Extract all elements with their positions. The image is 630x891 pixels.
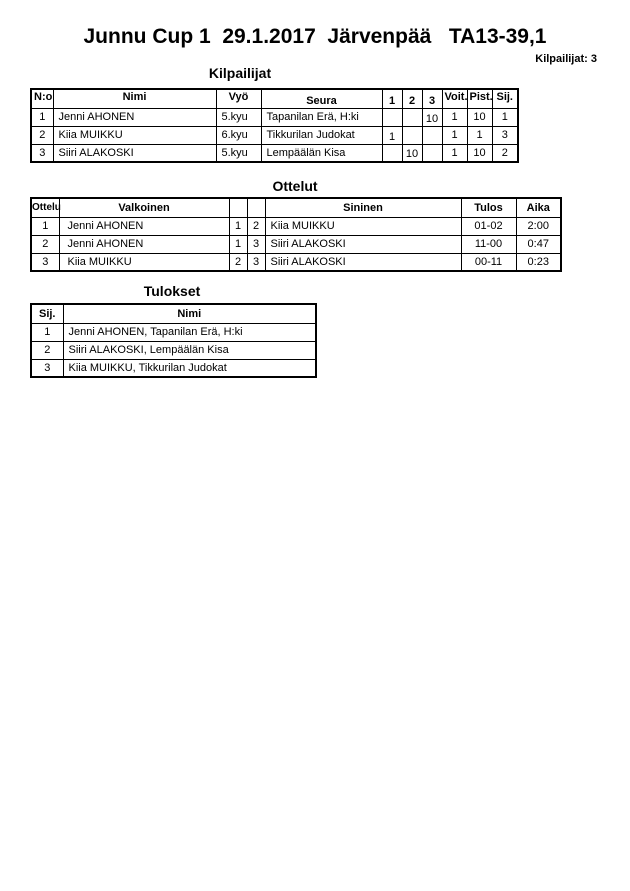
cell-rank: 2	[31, 341, 63, 359]
cell-match-3	[422, 144, 442, 162]
cell-nimi: Kiia MUIKKU	[53, 126, 216, 144]
col-header-ottelu: Ottelu	[31, 198, 59, 217]
col-header-match-2: 2	[402, 89, 422, 108]
cell-match-no: 1	[31, 217, 59, 235]
tulokset-header-row	[31, 304, 316, 323]
col-header-match-3: 3	[422, 89, 442, 108]
cell-nimi: Jenni AHONEN	[53, 108, 216, 126]
kilpailijat-heading: Kilpailijat	[208, 65, 272, 81]
cell-white-name: Kiia MUIKKU	[59, 253, 229, 271]
col-header-sij: Sij.	[31, 304, 63, 323]
cell-white-no: 1	[229, 235, 247, 253]
page-title: Junnu Cup 1 29.1.2017 Järvenpää TA13-39,1	[83, 25, 547, 48]
col-header-tulos: Tulos	[461, 198, 516, 217]
cell-voit: 1	[442, 144, 467, 162]
ottelut-heading: Ottelut	[272, 178, 318, 194]
col-header-white-no	[229, 198, 247, 217]
cell-pist: 10	[467, 144, 492, 162]
cell-match-2	[402, 126, 422, 144]
cell-match-1: 1	[382, 126, 402, 144]
ottelut-row	[31, 217, 561, 235]
kilpailijat-table	[30, 88, 519, 163]
tulokset-row	[31, 323, 316, 341]
cell-no: 3	[31, 144, 53, 162]
kilpailijat-row	[31, 144, 518, 162]
cell-white-no: 2	[229, 253, 247, 271]
col-header-seura: Seura	[261, 89, 382, 108]
cell-nimi: Siiri ALAKOSKI	[53, 144, 216, 162]
kilpailijat-row	[31, 108, 518, 126]
kilpailijat-row	[31, 126, 518, 144]
col-header-voit: Voit.	[442, 89, 467, 108]
tulokset-row	[31, 359, 316, 377]
cell-match-no: 3	[31, 253, 59, 271]
col-header-match-1: 1	[382, 89, 402, 108]
ottelut-row	[31, 235, 561, 253]
cell-vyo: 5.kyu	[216, 144, 261, 162]
cell-white-no: 1	[229, 217, 247, 235]
col-header-no: N:o	[31, 89, 53, 108]
cell-white-name: Jenni AHONEN	[59, 217, 229, 235]
col-header-aika: Aika	[516, 198, 561, 217]
cell-blue-name: Siiri ALAKOSKI	[265, 235, 461, 253]
col-header-sij: Sij.	[492, 89, 518, 108]
cell-pist: 10	[467, 108, 492, 126]
ottelut-header-row	[31, 198, 561, 217]
tulokset-table	[30, 303, 317, 378]
col-header-vyo: Vyö	[216, 89, 261, 108]
cell-seura: Tikkurilan Judokat	[261, 126, 382, 144]
col-header-valkoinen: Valkoinen	[59, 198, 229, 217]
cell-white-name: Jenni AHONEN	[59, 235, 229, 253]
cell-result: 11-00	[461, 235, 516, 253]
tulokset-heading: Tulokset	[143, 283, 201, 299]
col-header-sininen: Sininen	[265, 198, 461, 217]
cell-match-3	[422, 126, 442, 144]
kilpailijat-header-row	[31, 89, 518, 108]
cell-rank: 1	[31, 323, 63, 341]
cell-no: 1	[31, 108, 53, 126]
tulokset-row	[31, 341, 316, 359]
col-header-nimi: Nimi	[63, 304, 316, 323]
cell-match-2: 10	[402, 144, 422, 162]
cell-time: 0:23	[516, 253, 561, 271]
cell-vyo: 6.kyu	[216, 126, 261, 144]
cell-pist: 1	[467, 126, 492, 144]
col-header-nimi: Nimi	[53, 89, 216, 108]
col-header-pist: Pist.	[467, 89, 492, 108]
cell-result: 01-02	[461, 217, 516, 235]
cell-sij: 3	[492, 126, 518, 144]
cell-name-club: Kiia MUIKKU, Tikkurilan Judokat	[63, 359, 316, 377]
cell-sij: 2	[492, 144, 518, 162]
cell-blue-no: 3	[247, 253, 265, 271]
cell-blue-no: 2	[247, 217, 265, 235]
cell-result: 00-11	[461, 253, 516, 271]
cell-match-1	[382, 144, 402, 162]
cell-name-club: Jenni AHONEN, Tapanilan Erä, H:ki	[63, 323, 316, 341]
cell-blue-name: Siiri ALAKOSKI	[265, 253, 461, 271]
cell-seura: Tapanilan Erä, H:ki	[261, 108, 382, 126]
cell-name-club: Siiri ALAKOSKI, Lempäälän Kisa	[63, 341, 316, 359]
competitors-count-label: Kilpailijat: 3	[535, 53, 597, 65]
ottelut-table	[30, 197, 562, 272]
cell-time: 2:00	[516, 217, 561, 235]
cell-match-1	[382, 108, 402, 126]
cell-sij: 1	[492, 108, 518, 126]
cell-match-2	[402, 108, 422, 126]
cell-time: 0:47	[516, 235, 561, 253]
cell-blue-name: Kiia MUIKKU	[265, 217, 461, 235]
cell-rank: 3	[31, 359, 63, 377]
cell-voit: 1	[442, 126, 467, 144]
ottelut-row	[31, 253, 561, 271]
cell-match-3: 10	[422, 108, 442, 126]
cell-voit: 1	[442, 108, 467, 126]
cell-match-no: 2	[31, 235, 59, 253]
col-header-blue-no	[247, 198, 265, 217]
cell-vyo: 5.kyu	[216, 108, 261, 126]
cell-seura: Lempäälän Kisa	[261, 144, 382, 162]
cell-no: 2	[31, 126, 53, 144]
cell-blue-no: 3	[247, 235, 265, 253]
